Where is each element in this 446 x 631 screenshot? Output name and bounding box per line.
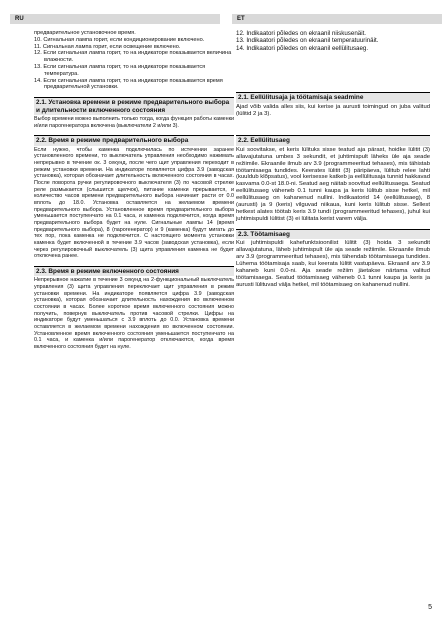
list-item: 12. Indikaatori põledes on ekraanil niiskusenäit. xyxy=(236,30,367,37)
section-2-3-et xyxy=(236,229,430,289)
section-title: 2.2. Eellülitusaeg xyxy=(236,135,430,145)
section-body: Ajad võib valida alles siis, kui kerise ja aurusti toimingud on juba valitud (lülitid 2 ja 3). xyxy=(236,103,430,117)
section-body: Выбор времени можно выполнить только тогда, когда функция работы каменки и/или парогенератора включена (выключатели 2 и/или 3). xyxy=(34,115,234,129)
list-item: 13. Indikaatori põledes on ekraanil temperatuurinäit. xyxy=(236,37,379,45)
section-body: Kui juhtimispuldi kahefunktsioonilist lülitit (3) hoida 3 sekundit allavajutatuna, läheb juhtimispult üle aja seade režiimile. Ekraanile ilmub arv 3.9 (programmeeritud tehases), mis tähendab töötamisaega tundides. Lühema töötamisaja saab, kui keerata lülitit vastupäeva. Ekraanil arv 3.9 kahaneb kuni 0.0-ni. Aja seade režiim jäetakse närtama valitud töötamisaega. Seatud töötamisaeg väheneb 0.1 tunni kaupa ja keris ja aurusti lülituvad välja hetkel, mil töötamisaeg on kahanenud nullini. xyxy=(236,240,430,288)
section-title: 2.3. Töötamisaeg xyxy=(236,229,430,239)
language-label-ru: RU xyxy=(10,14,220,24)
section-title: 2.3. Время в режиме включенного состояния xyxy=(34,266,234,276)
list-item: 11. Сигнальная лампа горит, если освещение включено. xyxy=(34,43,181,50)
language-label-et: ET xyxy=(232,14,442,24)
list-item: 14. Если сигнальная лампа горит, то на индикаторе показывается время предварительной установки. xyxy=(34,77,223,91)
section-title: 2.1. Установка времени в режиме предварительного выбора и длительности включенного состояния xyxy=(34,97,234,115)
list-item: 13. Если сигнальная лампа горит, то на индикаторе показывается температура. xyxy=(34,63,206,77)
list-item: предварительное установочное время. xyxy=(34,30,136,36)
list-item: 10. Сигнальная лампа горит, если кондиционирование включено. xyxy=(34,36,205,43)
section-body: Непрерывное нажатие в течение 3 секунд на 2-функциональный выключатель управления (3) щита управления переключает щит управления в режим установки времени. На индикаторе появляется цифра 3.9 (заводская установка), которая обозначает длительность нахождения во включенном состоянии в часах. Более короткое время включенного состояния можно получить, повернув выключатель против часовой стрелки. Цифры на индикаторе будут уменьшаться с 3.9 вплоть до 0.0. Установка времени оставляется в желаемом времени нахождения во включенном состоянии. Установленное время включенного состояния уменьшается поступенчато на 0.1 часа, и каменка и/или парогенератор отключаются, когда время включенного состояния будет на нуле. xyxy=(34,277,234,350)
list-item: 14. Indikaatori põledes on ekraanil eellülitusaeg. xyxy=(236,44,369,52)
section-2-2-ru xyxy=(34,135,234,260)
section-2-1-et xyxy=(236,92,430,117)
indicator-list-et xyxy=(236,30,430,52)
page-number: 5 xyxy=(428,604,432,611)
section-2-2-et xyxy=(236,135,430,222)
russian-column xyxy=(34,30,234,350)
indicator-list-ru xyxy=(34,30,234,91)
section-title: 2.1. Eellülitusaja ja töötamisaja seadmine xyxy=(236,92,430,102)
estonian-column xyxy=(236,30,430,289)
section-body: Если нужно, чтобы каменка подключилась по истечении заранее установленного времени, то выключатель управления необходимо нажимать непрерывно в течение ок. 3 секунд, после чего щит управления переходит в режим установки времени. На индикаторе появляется цифра 3.9 (заводская установка), которая обозначает длительность включенного состояния в часах. После поворота ручки регулировочного выключателя (3) по часовой стрелке реле размыкается (слышится щелчок), питание каменки прерывается, и количество часов времени предварительного выбора начинает расти от 0.0 вплоть до 18.0. Установка оставляется на желаемом времени предварительного выбора. Установленное время предварительного выбора уменьшается поступенчато на 0.1 часа, и каменка подключится, когда время предварительного выбора будет на нуле. Сигнальные лампы 14 (время предварительного выбора), 8 (парогенератор) и 9 (каменка) будут мигать до тех пор, пока каменка не подключится. С настоящего момента установки каменка будет включенной в течение 3.9 часов (заводская установка), если через регулировочный выключатель (3) щита управления каменка не будет отключена ранее. xyxy=(34,146,234,260)
section-2-1-ru xyxy=(34,97,234,129)
section-title: 2.2. Время в режиме предварительного выбора xyxy=(34,135,234,145)
section-body: Kui soovitakse, et keris lülituks sisse teatud aja pärast, hoidke lülitit (3) allavajutatuna umbes 3 sekundit, et juhtimispult läheks üle aja seade režiimile. Ekraanile ilmub arv 3.9 (programmeeritud tehases), mis tähistab töötamisaega tundides. Keerates lülitit (3) päripäeva, lülitub relee lahti (kuuldub klõpsatus), vool kerisesse katkeb ja eellülitusaja tunnid hakkavad kasvama 0.0-st 18.0-ni. Seatud aeg näitab soovitud eellülitusaega. Seatud eellülitusaeg väheneb 0.1 tunni kaupa ja keris lülitub sisse hetkel, mil eellülitusaeg on kahanenud nullini. Indikaatorid 14 (eellülitusaeg), 8 (aurusti) ja 9 (keris) vilguvad niikaua, kuni keris lülitub sisse. Sellest hetkest alates töötab keris 3.9 tundi (programmeeritud tehases), juhul kui juhtimispuldi lülitist (3) ei lülitata kerist varem välja. xyxy=(236,146,430,222)
section-2-3-ru xyxy=(34,266,234,351)
list-item: 12. Если сигнальная лампа горит, то на индикаторе показывается величина влажности. xyxy=(34,50,232,64)
